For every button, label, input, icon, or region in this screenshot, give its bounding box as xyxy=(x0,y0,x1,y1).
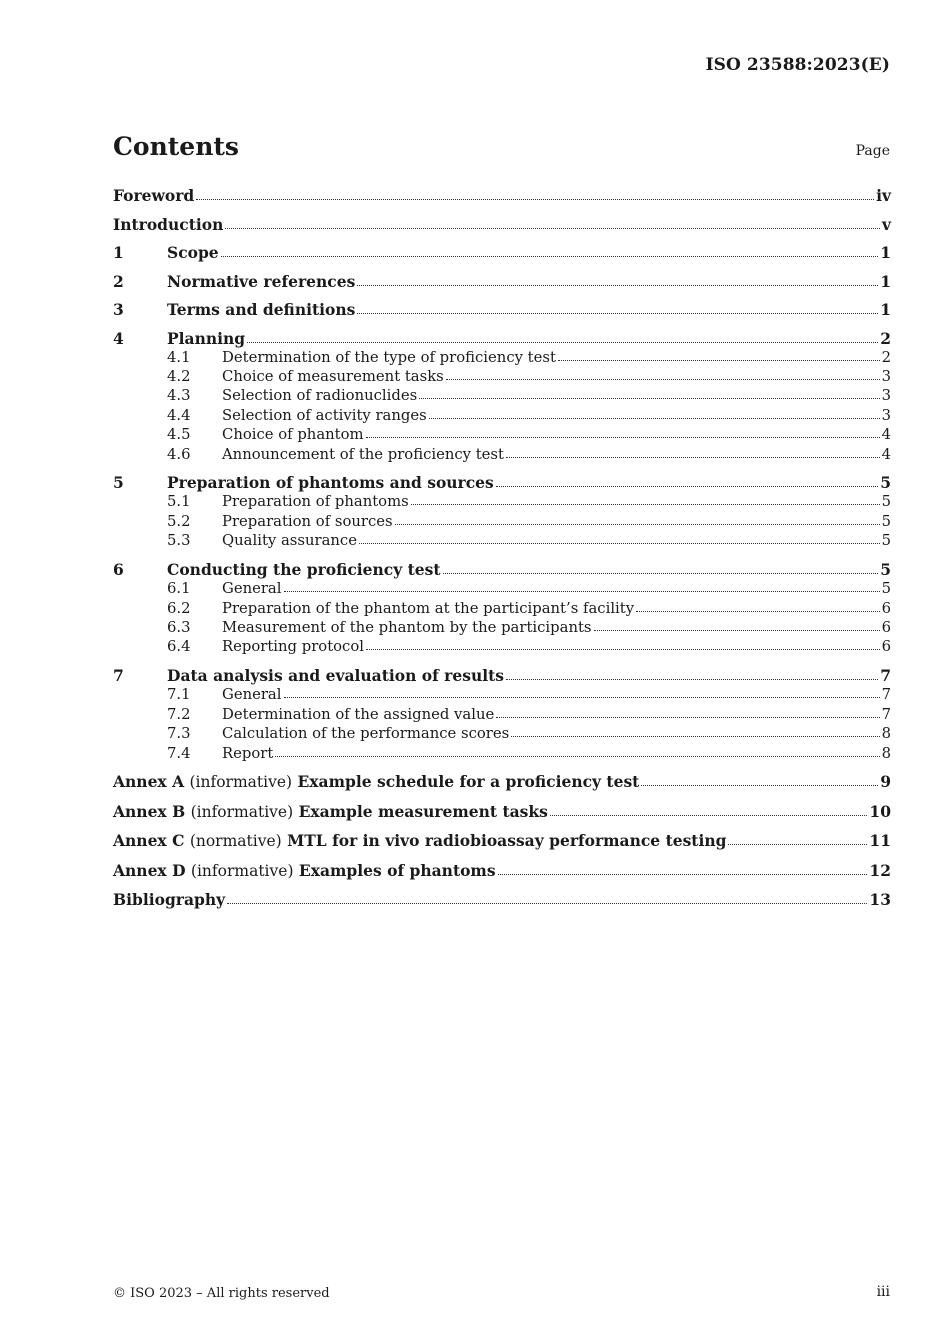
toc-entry-page: 1 xyxy=(880,271,891,291)
toc-entry[interactable] xyxy=(113,386,891,405)
toc-entry-page: 11 xyxy=(869,831,891,851)
dot-leader xyxy=(594,630,880,631)
annex-qualifier: (informative) xyxy=(190,861,294,880)
dot-leader xyxy=(366,437,880,438)
toc-entry-page: 5 xyxy=(881,512,891,530)
toc-entry-title: General xyxy=(222,686,282,704)
toc-entry-page: 8 xyxy=(881,725,891,743)
toc-entry-number: 5 xyxy=(113,473,124,493)
toc-entry-title: Scope xyxy=(167,243,219,262)
dot-leader xyxy=(446,379,880,380)
toc-entry-number: 3 xyxy=(113,300,124,319)
toc-entry[interactable] xyxy=(113,685,891,704)
toc-entry-number: 6.3 xyxy=(167,618,191,636)
toc-entry-page: 6 xyxy=(881,638,891,656)
toc-entry-page: 13 xyxy=(869,890,891,910)
dot-leader xyxy=(636,611,879,612)
toc-entry-page: 1 xyxy=(880,243,891,262)
dot-leader xyxy=(498,874,868,875)
toc-entry-page: 4 xyxy=(881,426,891,444)
toc-entry-page: 2 xyxy=(881,348,891,366)
toc-entry-number: 5.1 xyxy=(167,493,191,511)
dot-leader xyxy=(359,543,880,544)
table-of-contents xyxy=(113,186,891,909)
dot-leader xyxy=(275,756,879,757)
toc-entry-title: Preparation of sources xyxy=(222,512,393,530)
toc-entry[interactable] xyxy=(113,367,891,386)
toc-entry[interactable] xyxy=(113,618,891,637)
toc-entry-title: Choice of phantom xyxy=(222,426,364,444)
toc-entry-page: 9 xyxy=(880,772,891,792)
annex-label: Annex D xyxy=(113,860,186,880)
toc-entry-number: 1 xyxy=(113,243,124,262)
toc-entry-title: Foreword xyxy=(113,186,195,205)
dot-leader xyxy=(506,679,878,680)
dot-leader xyxy=(284,591,880,592)
toc-entry-title: Preparation of phantoms and sources xyxy=(167,473,494,493)
toc-entry-title: Announcement of the proficiency test xyxy=(222,445,504,463)
toc-entry-title: Conducting the proficiency test xyxy=(167,560,441,580)
toc-entry[interactable] xyxy=(113,560,891,579)
toc-entry-title: Selection of radionuclides xyxy=(222,387,418,405)
toc-entry-number: 7.4 xyxy=(167,744,191,762)
toc-entry-number: 6 xyxy=(113,560,124,580)
toc-entry-title: Preparation of phantoms xyxy=(222,493,409,511)
toc-entry-title: Determination of the type of proficiency test xyxy=(222,348,556,366)
toc-entry[interactable] xyxy=(113,802,891,822)
document-id: ISO 23588:2023(E) xyxy=(705,55,890,75)
footer-page-number: iii xyxy=(876,1284,890,1300)
toc-entry-number: 4 xyxy=(113,328,124,348)
toc-entry-title xyxy=(113,772,639,792)
dot-leader xyxy=(196,199,874,200)
toc-entry[interactable] xyxy=(113,406,891,425)
toc-entry-title: Data analysis and evaluation of results xyxy=(167,666,504,686)
dot-leader xyxy=(496,486,878,487)
dot-leader xyxy=(395,524,880,525)
toc-entry[interactable] xyxy=(113,724,891,743)
toc-entry-title: Introduction xyxy=(113,214,224,234)
toc-entry-number: 7.2 xyxy=(167,705,191,723)
toc-entry-page: 8 xyxy=(881,744,891,762)
dot-leader xyxy=(227,903,867,904)
toc-entry-title: General xyxy=(222,580,282,598)
annex-label: Annex C xyxy=(113,831,185,851)
toc-entry-page: 5 xyxy=(881,532,891,550)
toc-entry[interactable] xyxy=(113,705,891,724)
dot-leader xyxy=(411,504,880,505)
toc-entry[interactable] xyxy=(113,890,891,909)
dot-leader xyxy=(511,736,879,737)
toc-entry[interactable] xyxy=(113,272,891,291)
toc-entry-title: Reporting protocol xyxy=(222,638,364,656)
toc-entry-page: 6 xyxy=(881,618,891,636)
toc-entry[interactable] xyxy=(113,445,891,464)
toc-entry-number: 2 xyxy=(113,271,124,291)
toc-entry[interactable] xyxy=(113,473,891,492)
toc-entry-page: 2 xyxy=(880,328,891,348)
toc-entry-page: 6 xyxy=(881,599,891,617)
annex-qualifier: (informative) xyxy=(189,773,293,792)
dot-leader xyxy=(366,649,880,650)
toc-entry-title: Bibliography xyxy=(113,890,226,910)
annex-label: Annex A xyxy=(113,772,185,792)
toc-entry-number: 7.3 xyxy=(167,725,191,743)
toc-entry-number: 4.1 xyxy=(167,348,191,366)
toc-entry[interactable] xyxy=(113,861,891,881)
toc-entry-number: 5.3 xyxy=(167,532,191,550)
dot-leader xyxy=(550,815,868,816)
toc-entry-title xyxy=(113,861,496,881)
toc-entry-number: 5.2 xyxy=(167,512,191,530)
annex-qualifier: (informative) xyxy=(190,802,294,821)
toc-entry-title: Quality assurance xyxy=(222,532,357,550)
toc-entry-title xyxy=(113,802,548,822)
toc-entry[interactable] xyxy=(113,531,891,550)
toc-entry[interactable] xyxy=(113,329,891,348)
toc-entry-title: Report xyxy=(222,744,274,762)
dot-leader xyxy=(225,228,880,229)
toc-entry-page: 7 xyxy=(881,705,891,723)
toc-entry-page: 5 xyxy=(881,580,891,598)
toc-entry-number: 7.1 xyxy=(167,686,191,704)
toc-entry-number: 4.2 xyxy=(167,367,191,385)
toc-entry-number: 4.3 xyxy=(167,387,191,405)
toc-entry-number: 7 xyxy=(113,666,124,686)
toc-entry[interactable] xyxy=(113,666,891,685)
annex-title: Examples of phantoms xyxy=(298,860,496,880)
toc-entry[interactable] xyxy=(113,637,891,656)
toc-entry-title: Preparation of the phantom at the participant’s facility xyxy=(222,599,635,617)
annex-title: MTL for in vivo radiobioassay performance testing xyxy=(287,831,727,851)
annex-qualifier: (normative) xyxy=(189,832,282,851)
toc-entry-title: Measurement of the phantom by the participants xyxy=(222,618,592,636)
toc-entry-page: 3 xyxy=(881,406,891,424)
toc-entry-title: Terms and definitions xyxy=(167,300,356,319)
toc-entry[interactable] xyxy=(113,744,891,763)
toc-entry-title: Normative references xyxy=(167,271,356,291)
toc-entry-page: 7 xyxy=(880,666,891,686)
toc-entry[interactable] xyxy=(113,215,891,234)
toc-entry-page: 10 xyxy=(869,801,891,821)
toc-entry-page: 1 xyxy=(880,300,891,319)
annex-label: Annex B xyxy=(113,801,186,821)
dot-leader xyxy=(357,285,878,286)
dot-leader xyxy=(284,697,880,698)
toc-entry-title: Planning xyxy=(167,328,246,348)
toc-entry[interactable] xyxy=(113,772,891,792)
toc-entry-page: 5 xyxy=(881,493,891,511)
toc-entry[interactable] xyxy=(113,348,891,367)
toc-entry-title: Choice of measurement tasks xyxy=(222,367,444,385)
toc-entry-page: 4 xyxy=(881,445,891,463)
contents-title: Contents xyxy=(113,132,240,161)
toc-entry[interactable] xyxy=(113,831,891,851)
annex-title: Example measurement tasks xyxy=(298,801,548,821)
page-column-label: Page xyxy=(855,143,890,159)
toc-entry-number: 6.1 xyxy=(167,580,191,598)
toc-entry-page: 5 xyxy=(880,473,891,493)
toc-entry[interactable] xyxy=(113,243,891,262)
toc-entry-page: 7 xyxy=(881,686,891,704)
toc-entry-title: Determination of the assigned value xyxy=(222,705,495,723)
dot-leader xyxy=(443,573,879,574)
toc-entry-title: Selection of activity ranges xyxy=(222,406,427,424)
annex-title: Example schedule for a proficiency test xyxy=(297,772,640,792)
dot-leader xyxy=(506,457,880,458)
toc-entry-number: 4.6 xyxy=(167,445,191,463)
dot-leader xyxy=(641,785,878,786)
toc-entry-title: Calculation of the performance scores xyxy=(222,725,510,743)
toc-entry-number: 4.5 xyxy=(167,426,191,444)
dot-leader xyxy=(429,418,880,419)
toc-entry[interactable] xyxy=(113,492,891,511)
toc-entry-page: 3 xyxy=(881,387,891,405)
dot-leader xyxy=(419,398,879,399)
toc-entry-page: v xyxy=(881,214,891,234)
toc-entry-title xyxy=(113,831,726,851)
toc-entry[interactable] xyxy=(113,512,891,531)
toc-entry[interactable] xyxy=(113,186,891,205)
toc-entry[interactable] xyxy=(113,425,891,444)
toc-entry-number: 6.2 xyxy=(167,599,191,617)
toc-entry[interactable] xyxy=(113,599,891,618)
footer-copyright: © ISO 2023 – All rights reserved xyxy=(113,1286,330,1301)
toc-entry-number: 6.4 xyxy=(167,638,191,656)
dot-leader xyxy=(221,256,879,257)
dot-leader xyxy=(728,844,867,845)
toc-entry[interactable] xyxy=(113,300,891,319)
toc-entry-page: 3 xyxy=(881,367,891,385)
dot-leader xyxy=(558,360,880,361)
dot-leader xyxy=(496,717,879,718)
toc-entry[interactable] xyxy=(113,579,891,598)
toc-entry-page: 5 xyxy=(880,560,891,580)
toc-entry-page: iv xyxy=(876,186,891,205)
dot-leader xyxy=(247,342,878,343)
dot-leader xyxy=(357,313,878,314)
toc-entry-page: 12 xyxy=(869,860,891,880)
toc-entry-number: 4.4 xyxy=(167,406,191,424)
